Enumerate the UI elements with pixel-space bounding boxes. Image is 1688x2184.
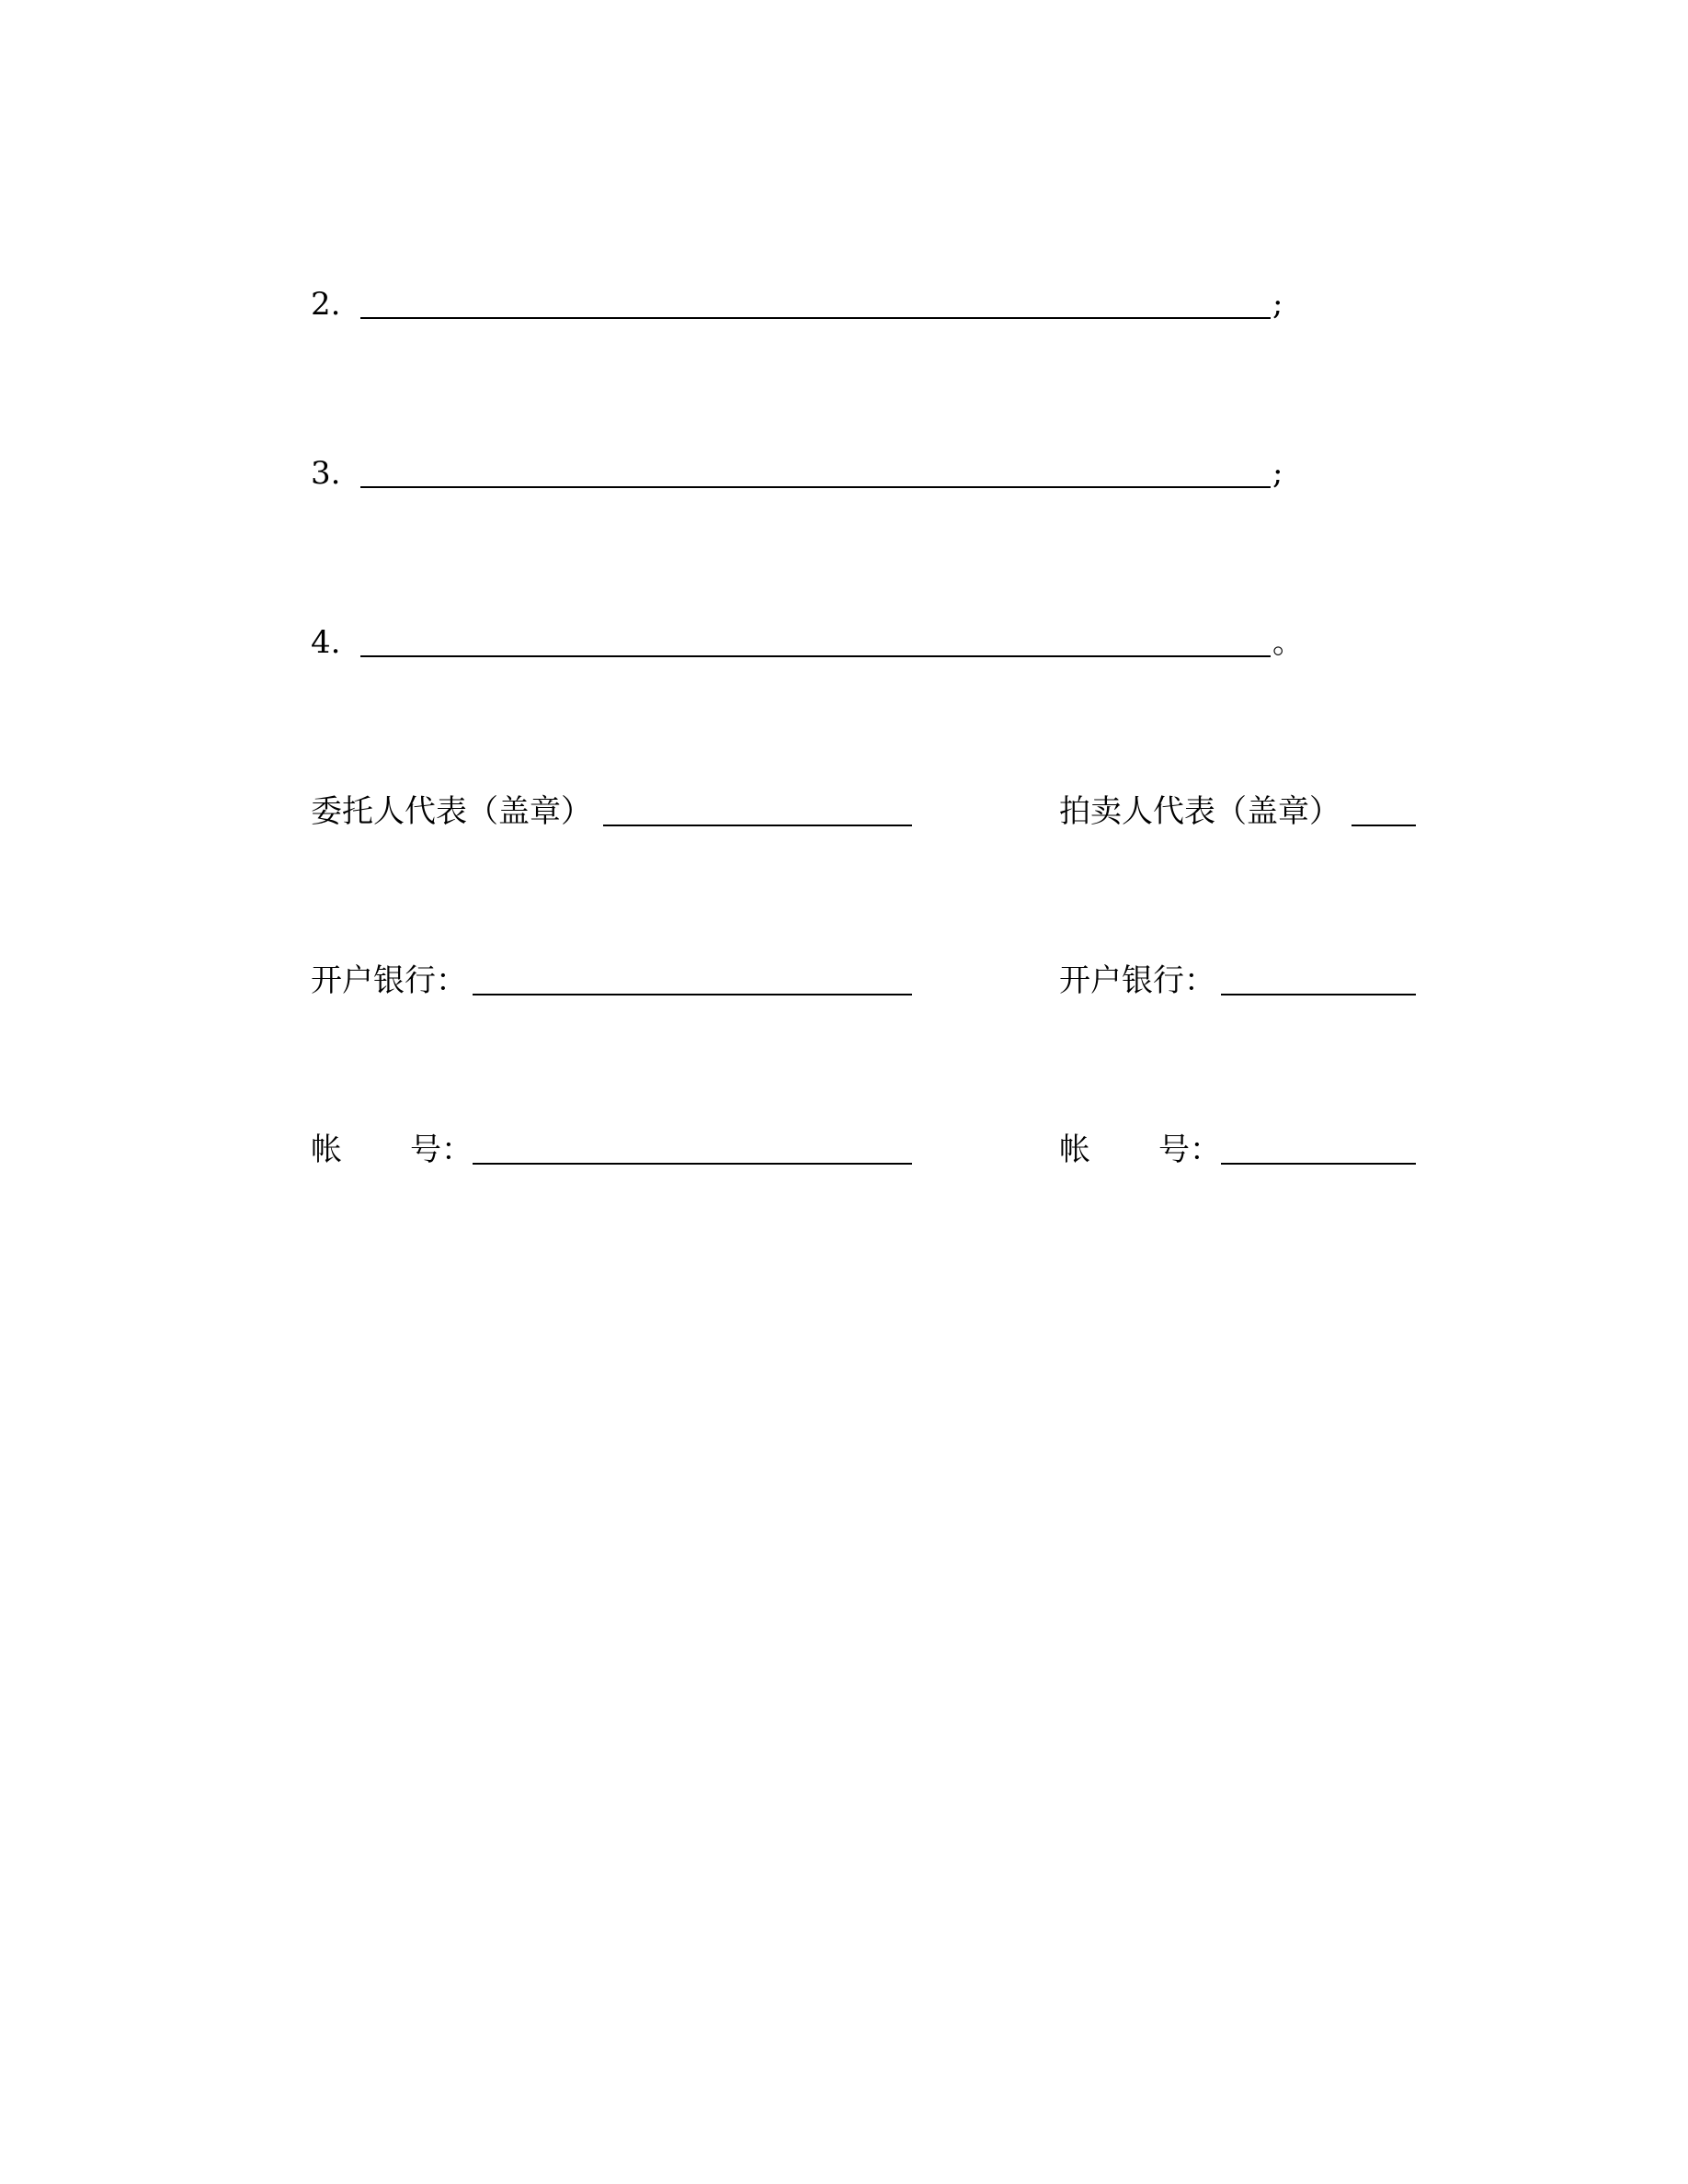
item-3-end-mark: ;	[1272, 455, 1283, 492]
auctioneer-account-blank[interactable]	[1221, 1163, 1416, 1165]
consignor-account-label-char1: 帐	[311, 1132, 342, 1168]
item-3-blank-line[interactable]	[360, 486, 1271, 488]
item-4-end-mark: 。	[1272, 624, 1304, 661]
auctioneer-account-label-char1: 帐	[1059, 1132, 1090, 1168]
auctioneer-representative-label: 拍卖人代表（盖章）	[1059, 793, 1340, 830]
consignor-representative-blank[interactable]	[603, 825, 912, 826]
item-number-3: 3.	[311, 455, 341, 492]
consignor-account-blank[interactable]	[473, 1163, 912, 1165]
auctioneer-representative-blank[interactable]	[1352, 825, 1416, 826]
item-number-2: 2.	[311, 286, 341, 323]
item-4-blank-line[interactable]	[360, 655, 1271, 657]
item-2-blank-line[interactable]	[360, 317, 1271, 319]
auctioneer-bank-label: 开户银行：	[1059, 962, 1215, 999]
item-2-end-mark: ;	[1272, 286, 1283, 323]
item-number-4: 4.	[311, 624, 341, 661]
consignor-bank-blank[interactable]	[473, 994, 912, 995]
auctioneer-account-label-char2: 号：	[1158, 1132, 1221, 1168]
auctioneer-bank-blank[interactable]	[1221, 994, 1416, 995]
consignor-representative-label: 委托人代表（盖章）	[311, 793, 592, 830]
consignor-account-label-char2: 号：	[410, 1132, 473, 1168]
consignor-bank-label: 开户银行：	[311, 962, 467, 999]
